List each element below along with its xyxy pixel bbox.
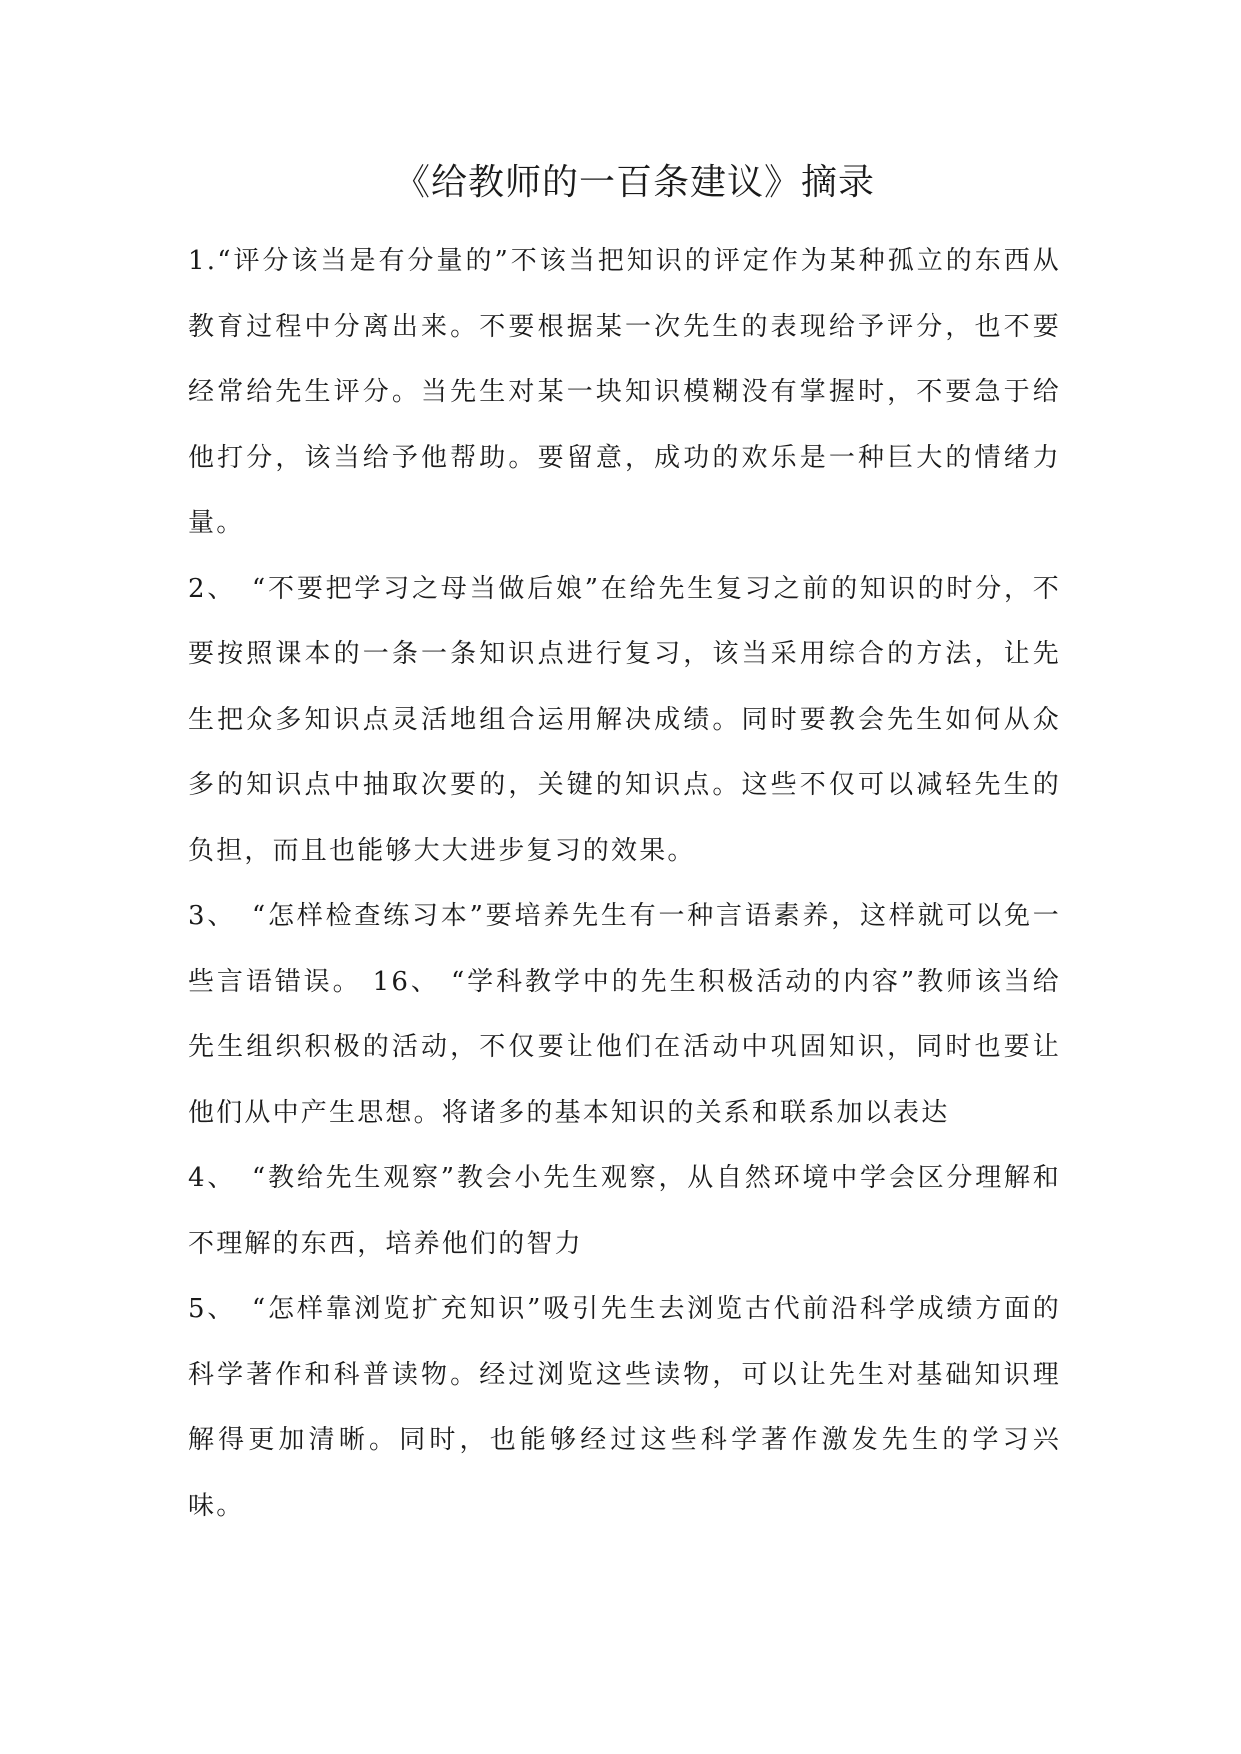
document-title: 《给教师的一百条建议》摘录 [393, 162, 875, 203]
paragraph-2: 2、 “不要把学习之母当做后娘”在给先生复习之前的知识的时分，不要按照课本的一条一条知识点进行复习，该当采用综合的方法，让先生把众多知识点灵活地组合运用解决成绩。同时要教会先生如何从众多的知识点中抽取次要的，关键的知识点。这些不仅可以减轻先生的负担，而且也能够大大进步复习的效果。 [188, 573, 1061, 866]
paragraph-5: 5、 “怎样靠浏览扩充知识”吸引先生去浏览古代前沿科学成绩方面的科学著作和科普读物。经过浏览这些读物，可以让先生对基础知识理解得更加清晰。同时，也能够经过这些科学著作激发先生的学习兴味。 [188, 1294, 1061, 1521]
paragraph-3: 3、 “怎样检查练习本”要培养先生有一种言语素养，这样就可以免一些言语错误。 16、 “学科教学中的先生积极活动的内容”教师该当给先生组织积极的活动，不仅要让他们在活动中巩固知识，同时也要让他们从中产生思想。将诸多的基本知识的关系和联系加以表达 [188, 901, 1061, 1128]
paragraph-1: 1.“评分该当是有分量的”不该当把知识的评定作为某种孤立的东西从教育过程中分离出来。不要根据某一次先生的表现给予评分，也不要经常给先生评分。当先生对某一块知识模糊没有掌握时，不要急于给他打分，该当给予他帮助。要留意，成功的欢乐是一种巨大的情绪力量。 [188, 246, 1061, 538]
paragraph-4: 4、 “教给先生观察”教会小先生观察，从自然环境中学会区分理解和不理解的东西，培养他们的智力 [188, 1163, 1061, 1259]
